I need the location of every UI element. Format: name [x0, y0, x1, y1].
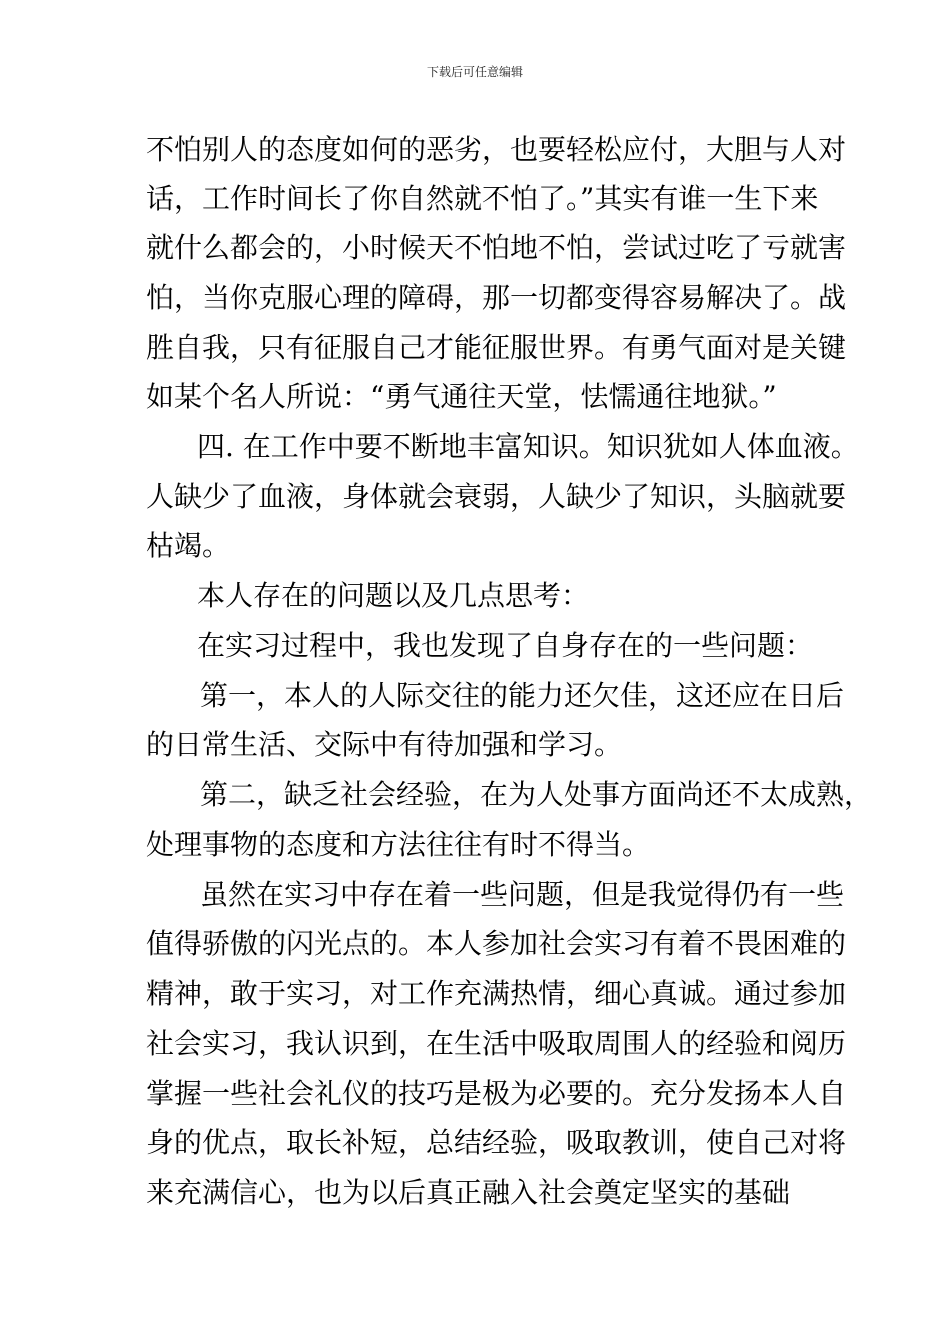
text-line: 虽然在实习中存在着一些问题，但是我觉得仍有一些 [200, 878, 845, 911]
list-item: 第二，缺乏社会经验，在为人处事方面尚还不太成熟， [200, 778, 873, 811]
list-item: 第一，本人的人际交往的能力还欠佳，这还应在日后 [200, 679, 845, 712]
text-line: 不怕别人的态度如何的恶劣，也要轻松应付，大胆与人对 [146, 133, 847, 166]
text-line: 身的优点，取长补短，总结经验，吸取教训，使自己对将 [146, 1126, 847, 1159]
text-line: 枯竭。 [146, 529, 231, 562]
text-line: 值得骄傲的闪光点的。本人参加社会实习有着不畏困难的 [146, 927, 847, 960]
text-line: 社会实习，我认识到，在生活中吸取周围人的经验和阅历 [146, 1027, 847, 1060]
page-header: 下载后可任意编辑 [426, 65, 523, 79]
text-line: 来充满信心，也为以后真正融入社会奠定坚实的基础 [146, 1176, 791, 1209]
text-line: 处理事物的态度和方法往往有时不得当。 [146, 828, 651, 861]
text-line: 就什么都会的，小时候天不怕地不怕，尝试过吃了亏就害 [146, 231, 847, 264]
section-heading: 四. 在工作中要不断地丰富知识。知识犹如人体血液。 [197, 430, 859, 463]
text-line: 人缺少了血液，身体就会衰弱，人缺少了知识，头脑就要 [146, 480, 847, 513]
text-line: 精神，敢于实习，对工作充满热情，细心真诚。通过参加 [146, 977, 847, 1010]
text-line: 如某个名人所说：“勇气通往天堂，怯懦通往地狱。” [146, 380, 777, 413]
text-line: 怕，当你克服心理的障碍，那一切都变得容易解决了。战 [146, 281, 847, 314]
section-heading: 本人存在的问题以及几点思考： [197, 579, 590, 612]
text-line: 话，工作时间长了你自然就不怕了。”其实有谁一生下来 [146, 182, 819, 215]
text-line: 在实习过程中，我也发现了自身存在的一些问题： [197, 629, 814, 662]
text-line: 胜自我，只有征服自己才能征服世界。有勇气面对是关键 [146, 331, 847, 364]
text-line: 掌握一些社会礼仪的技巧是极为必要的。充分发扬本人自 [146, 1077, 847, 1110]
text-line: 的日常生活、交际中有待加强和学习。 [146, 728, 623, 761]
